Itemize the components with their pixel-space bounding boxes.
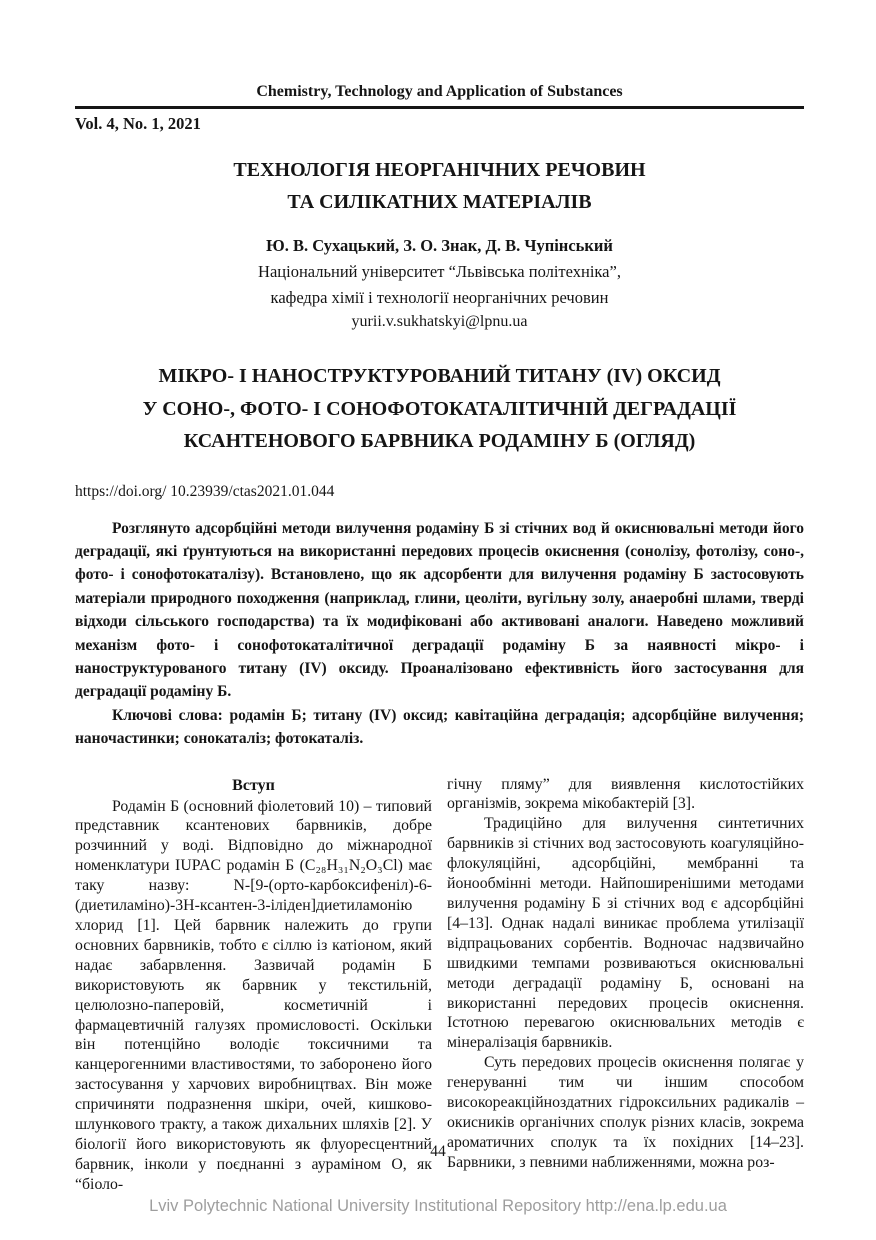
keywords-label: Ключові слова:	[112, 706, 223, 724]
keywords-line	[75, 704, 804, 751]
authors-line: Ю. В. Сухацький, З. О. Знак, Д. В. Чупінський	[266, 236, 613, 255]
article-title-line3: КСАНТЕНОВОГО БАРВНИКА РОДАМІНУ Б (ОГЛЯД)	[183, 430, 696, 452]
header-rule	[75, 106, 804, 109]
article-title-line2: У СОНО-, ФОТО- І СОНОФОТОКАТАЛІТИЧНІЙ ДЕГРАДАЦІЇ	[142, 397, 737, 420]
article-title	[75, 360, 804, 458]
volume-issue: Vol. 4, No. 1, 2021	[75, 114, 201, 133]
affiliation-line1: Національний університет “Львівська політехніка”,	[258, 262, 621, 281]
intro-heading: Вступ	[232, 776, 275, 794]
left-column	[75, 775, 432, 1195]
keywords-text: родамін Б; титану (IV) оксид; кавітаційна деградація; адсорбційне вилучення; наночастинки; сонокаталіз; фотокаталіз.	[75, 706, 804, 748]
affiliation	[75, 259, 804, 310]
two-column-body	[75, 775, 804, 1195]
right-column-paragraph-2: Традиційно для вилучення синтетичних барвників зі стічних вод застосовують коагуляційно-флокуляційні, адсорбційні, мембранні та йонообмінні методи. Найпоширенішими методами вилучення родаміну Б зі стічних вод є адсорбційні [4–13]. Однак надалі виникає проблема утилізації відпрацьованих сорбентів. Водночас надзвичайно швидкими темпами розвиваються окиснювальні методи деградації родаміну Б, основані на використанні передових процесів окиснення. Істотною перевагою окиснювальних методів є мінералізація барвників.	[447, 815, 804, 1052]
doi-line: https://doi.org/ 10.23939/ctas2021.01.044	[75, 482, 335, 500]
author-email: yurii.v.sukhatskyi@lpnu.ua	[351, 313, 528, 330]
abstract-text: Розглянуто адсорбційні методи вилучення родаміну Б зі стічних вод й окиснювальні методи його деградації, які ґрунтуються на використанні передових процесів окиснення (сонолізу, фотолізу, соно-, фото- і сонофотокаталізу). Встановлено, що як адсорбенти для вилучення родаміну Б застосовують матеріали природного походження (наприклад, глини, цеоліти, вугільну золу, анаеробні шлами, тверді відходи сільського господарства) та їх модифіковані або активовані аналоги. Наведено можливий механізм фото- і сонофотокаталітичної деградації родаміну Б за наявності мікро- і наноструктурованого титану (IV) оксиду. Проаналізовано ефективність його застосування для деградації родаміну Б.	[75, 519, 804, 701]
section-title-line1: ТЕХНОЛОГІЯ НЕОРГАНІЧНИХ РЕЧОВИН	[233, 159, 646, 181]
journal-running-head: Chemistry, Technology and Application of Substances	[256, 83, 623, 100]
section-title	[75, 154, 804, 218]
right-column-paragraph-1: гічну пляму” для виявлення кислотостійких організмів, зокрема мікобактерій [3].	[447, 775, 804, 813]
page-number: 44	[430, 1143, 446, 1160]
right-column	[447, 775, 804, 1195]
repository-footer: Lviv Polytechnic National University Institutional Repository http://ena.lp.edu.ua	[149, 1197, 727, 1215]
right-column-paragraph-3: Суть передових процесів окиснення полягає у генеруванні тим чи іншим способом високореакційноздатних гідроксильних радикалів – окисників органічних сполук різних класів, зокрема ароматичних сполук та їх похідних [14–23]. Барвники, з певними наближеннями, можна роз-	[447, 1054, 804, 1171]
article-title-line1: МІКРО- І НАНОСТРУКТУРОВАНИЙ ТИТАНУ (IV) ОКСИД	[158, 365, 721, 387]
left-column-paragraph-1: Родамін Б (основний фіолетовий 10) – типовий представник ксантенових барвників, добре розчинний у воді. Відповідно до міжнародної номенклатури IUPAC родамін Б (C₂₈H₃₁N₂O₃Cl) має таку назву: N-[9-(орто-карбоксифеніл)-6-(диетиламіно)-3Н-ксантен-3-іліден]диетиламонію хлорид [1]. Цей барвник належить до групи основних барвників, тобто є сіллю із катіоном, який надає забарвлення. Зазвичай родамін Б використовують як барвник у текстильній, целюлозно-паперовій, косметичній і фармацевтичній галузях промисловості. Оскільки він потенційно володіє токсичними та канцерогенними властивостями, то заборонено його застосування у харчових виробництвах. Він може спричиняти подразнення шкіри, очей, кишково-шлункового тракту, а також дихальних шляхів [2]. У біології його використовують як флуоресцентний барвник, інколи у поєднанні з аураміном О, як “біоло-	[75, 797, 432, 1193]
section-title-line2: ТА СИЛІКАТНИХ МАТЕРІАЛІВ	[287, 191, 592, 213]
affiliation-line2: кафедра хімії і технології неорганічних речовин	[270, 287, 609, 307]
